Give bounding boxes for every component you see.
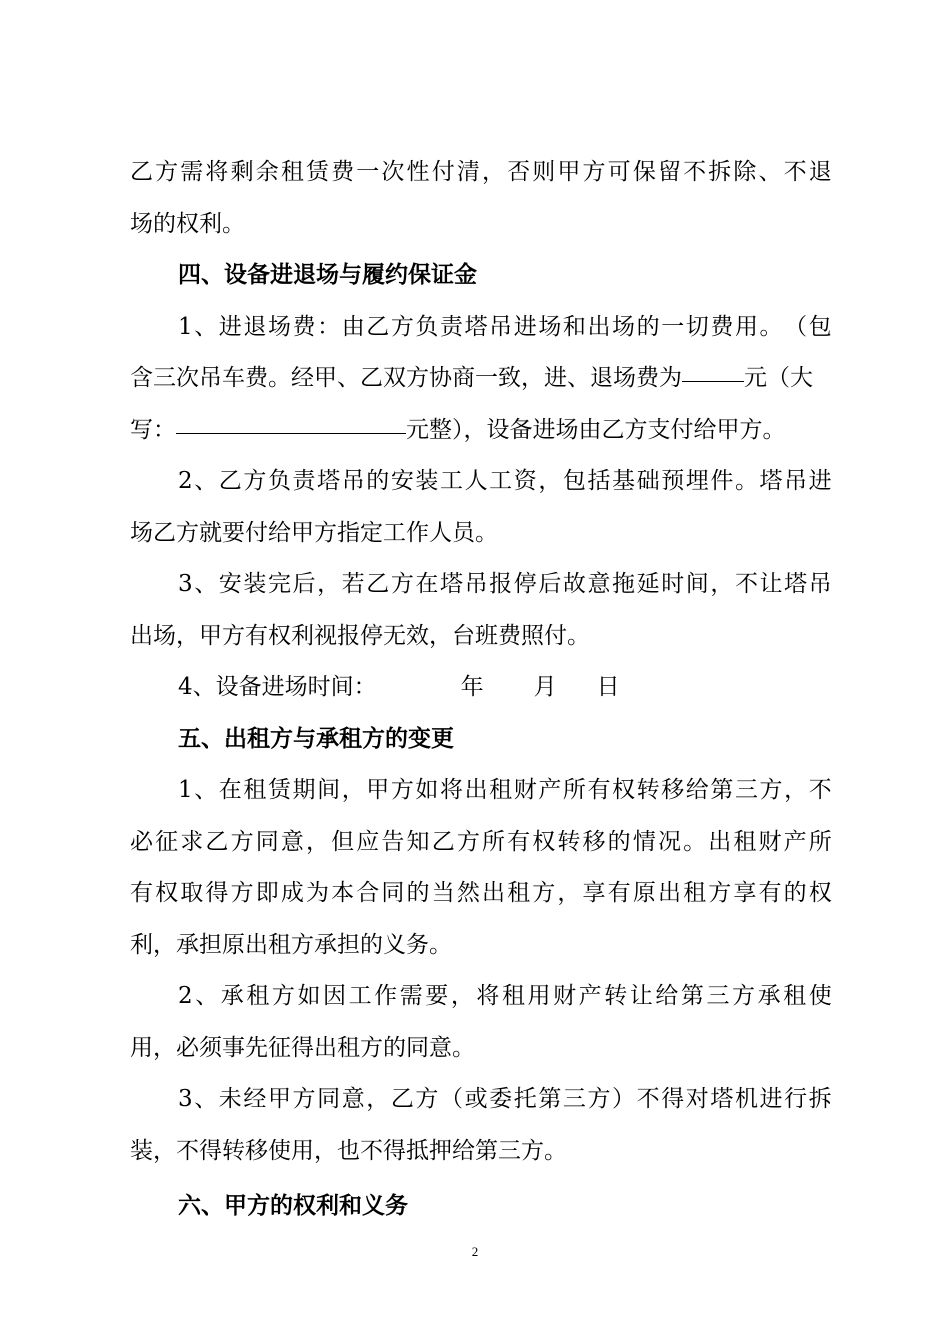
paragraph-line <box>130 199 832 251</box>
paragraph-line: 2 、 承 租 方 如 因 工 作 需 要 ， 将 租 用 财 产 转 让 给 第 三 方 承 租 使 <box>178 983 832 1009</box>
paragraph-line: 1 、 进 退 场 费 ： 由 乙 方 负 责 塔 吊 进 场 和 出 场 的 一 切 费 用 。 （ 包 <box>178 313 832 340</box>
heading-text: 四、设备进退场与履约保证金 <box>178 262 477 288</box>
paragraph-line <box>130 405 832 457</box>
heading-text: 五、出租方与承租方的变更 <box>178 725 454 752</box>
fill-blank-fee-words[interactable] <box>176 405 406 434</box>
line-text: 用，必须事先征得出租方的同意。 <box>130 1034 475 1061</box>
section-heading-5 <box>130 714 832 766</box>
paragraph-line: 3 、 安 装 完 后 ， 若 乙 方 在 塔 吊 报 停 后 故 意 拖 延 时 间 ， 不 让 塔 吊 <box>178 571 832 597</box>
date-year-label: 年 <box>460 674 484 700</box>
heading-text: 六、甲方的权利和义务 <box>178 1193 408 1219</box>
paragraph-line <box>130 1023 832 1075</box>
paragraph-line <box>130 920 832 972</box>
paragraph-line-date <box>130 662 832 714</box>
line-text: 出场，甲方有权利视报停无效，台班费照付。 <box>130 622 590 649</box>
paragraph-line: 1 、 在 租 赁 期 间 ， 甲 方 如 将 出 租 财 产 所 有 权 转 移 给 第 三 方 ， 不 <box>178 777 832 803</box>
section-heading-4 <box>130 250 832 302</box>
paragraph-line: 必 征 求 乙 方 同 意 ， 但 应 告 知 乙 方 所 有 权 转 移 的 情 况 。 出 租 财 产 所 <box>130 828 832 855</box>
line-text: 写： <box>130 416 176 443</box>
paragraph-line <box>130 508 832 560</box>
paragraph-line <box>130 1126 832 1178</box>
line-text: 4、设备进场时间： <box>178 674 377 700</box>
line-text: 利，承担原出租方承担的义务。 <box>130 931 452 958</box>
paragraph-line <box>130 611 832 663</box>
line-text: 装，不得转移使用，也不得抵押给第三方。 <box>130 1137 567 1164</box>
date-month-label: 月 <box>533 674 557 700</box>
line-text: 元整），设备进场由乙方支付给甲方。 <box>406 416 786 443</box>
document-body <box>130 147 832 1233</box>
line-text: 含三次吊车费。经甲、乙双方协商一致，进、退场费为 <box>130 365 682 391</box>
section-heading-6 <box>130 1181 832 1233</box>
paragraph-line: 乙 方 需 将 剩 余 租 赁 费 一 次 性 付 清 ， 否 则 甲 方 可 保 留 不 拆 除 、 不 退 <box>130 159 832 185</box>
fill-blank-fee[interactable] <box>682 353 744 382</box>
line-text: 元（大 <box>744 365 813 391</box>
line-text: 场乙方就要付给甲方指定工作人员。 <box>130 519 498 546</box>
line-text: 场的权利。 <box>130 210 245 237</box>
paragraph-line <box>130 353 832 405</box>
paragraph-line: 2 、 乙 方 负 责 塔 吊 的 安 装 工 人 工 资 ， 包 括 基 础 预 埋 件 。 塔 吊 进 <box>178 468 832 494</box>
paragraph-line: 有 权 取 得 方 即 成 为 本 合 同 的 当 然 出 租 方 ， 享 有 原 出 租 方 享 有 的 权 <box>130 880 832 906</box>
page-number: 2 <box>471 1244 479 1259</box>
paragraph-line: 3 、 未 经 甲 方 同 意 ， 乙 方 （ 或 委 托 第 三 方 ） 不 得 对 塔 机 进 行 拆 <box>178 1086 832 1112</box>
date-day-label: 日 <box>596 674 620 700</box>
